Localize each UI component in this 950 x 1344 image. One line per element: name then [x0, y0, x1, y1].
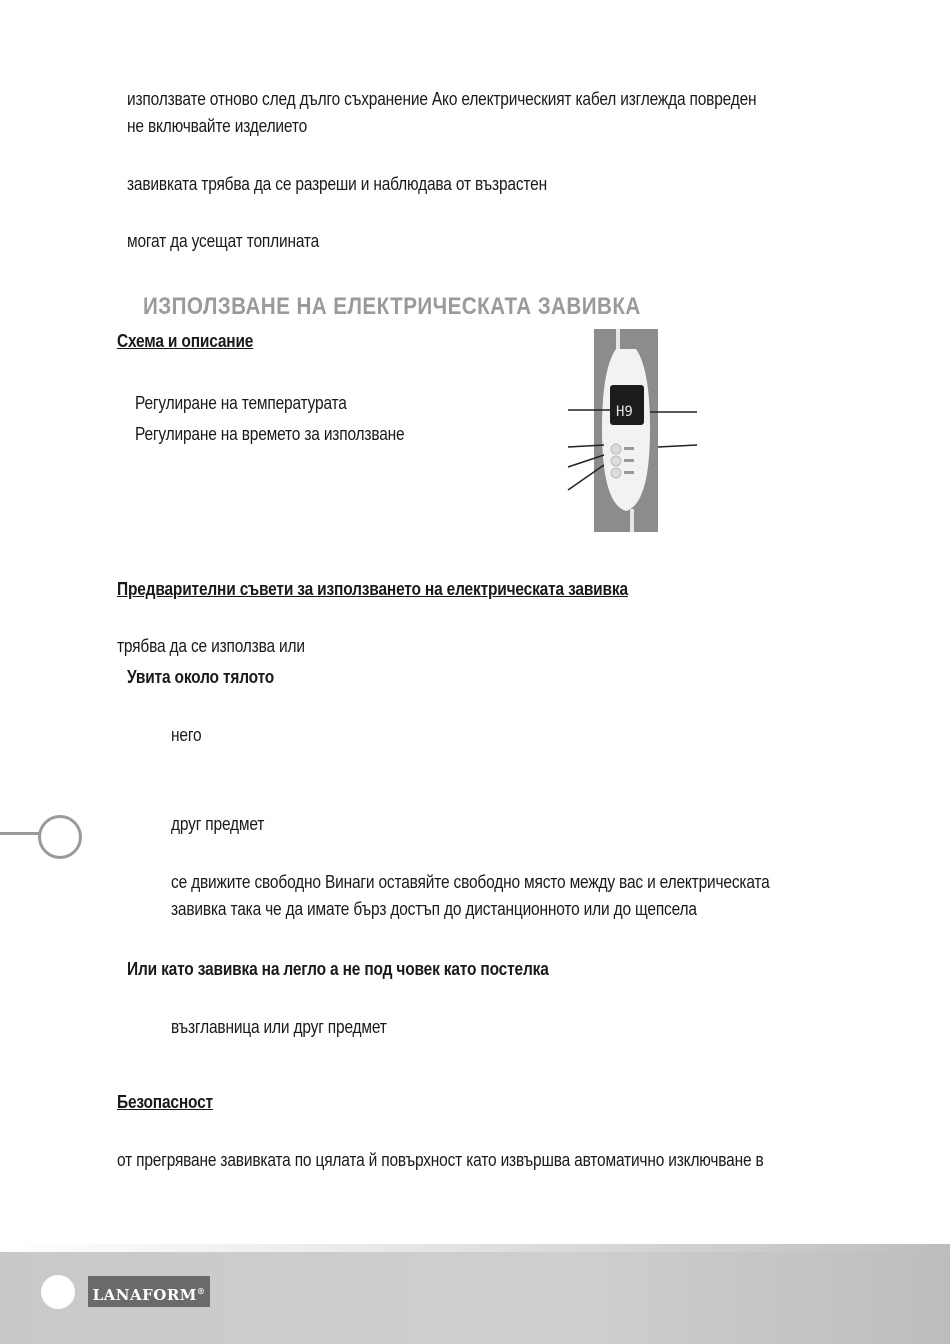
- brand-reg-mark: ®: [196, 1286, 206, 1296]
- scheme-title: Схема и описание: [117, 331, 254, 351]
- body-line: друг предмет: [171, 814, 265, 834]
- scheme-item-temperature: Регулиране на температурата: [135, 393, 347, 413]
- body-line: от прегряване завивката по цялата й повърхност като извършва автоматично изключване в: [117, 1150, 764, 1170]
- body-line: използвате отново след дълго съхранение Ако електрическият кабел изглежда повреден: [127, 89, 757, 109]
- subheading-bed: Или като завивка на легло а не под човек като постелка: [127, 959, 549, 979]
- body-line: трябва да се използва или: [117, 636, 305, 656]
- body-line: се движите свободно Винаги оставяйте свободно място между вас и електрическата: [171, 872, 770, 892]
- tips-title: Предварителни съвети за използването на електрическата завивка: [117, 579, 628, 599]
- page-number-dot: [41, 1275, 75, 1309]
- remote-callout-lines: [560, 395, 705, 495]
- body-line: възглавница или друг предмет: [171, 1017, 387, 1037]
- scheme-item-time: Регулиране на времето за използване: [135, 424, 405, 444]
- section-heading: ИЗПОЛЗВАНЕ НА ЕЛЕКТРИЧЕСКАТА ЗАВИВКА: [143, 293, 641, 320]
- body-line: не включвайте изделието: [127, 116, 308, 136]
- margin-marker-line: [0, 832, 42, 835]
- brand-logo: [88, 1276, 210, 1307]
- brand-logo-text: LANAFORM: [92, 1286, 197, 1304]
- safety-title: Безопасност: [117, 1092, 213, 1112]
- body-line: него: [171, 725, 202, 745]
- subheading-wrapped: Увита около тялото: [127, 667, 275, 687]
- margin-marker-circle: [38, 815, 82, 859]
- body-line: могат да усещат топлината: [127, 231, 320, 251]
- body-line: завивка така че да имате бърз достъп до дистанционното или до щепсела: [171, 899, 697, 919]
- body-line: завивката трябва да се разреши и наблюдава от възрастен: [127, 174, 547, 194]
- remote-display-text: H9: [616, 404, 633, 420]
